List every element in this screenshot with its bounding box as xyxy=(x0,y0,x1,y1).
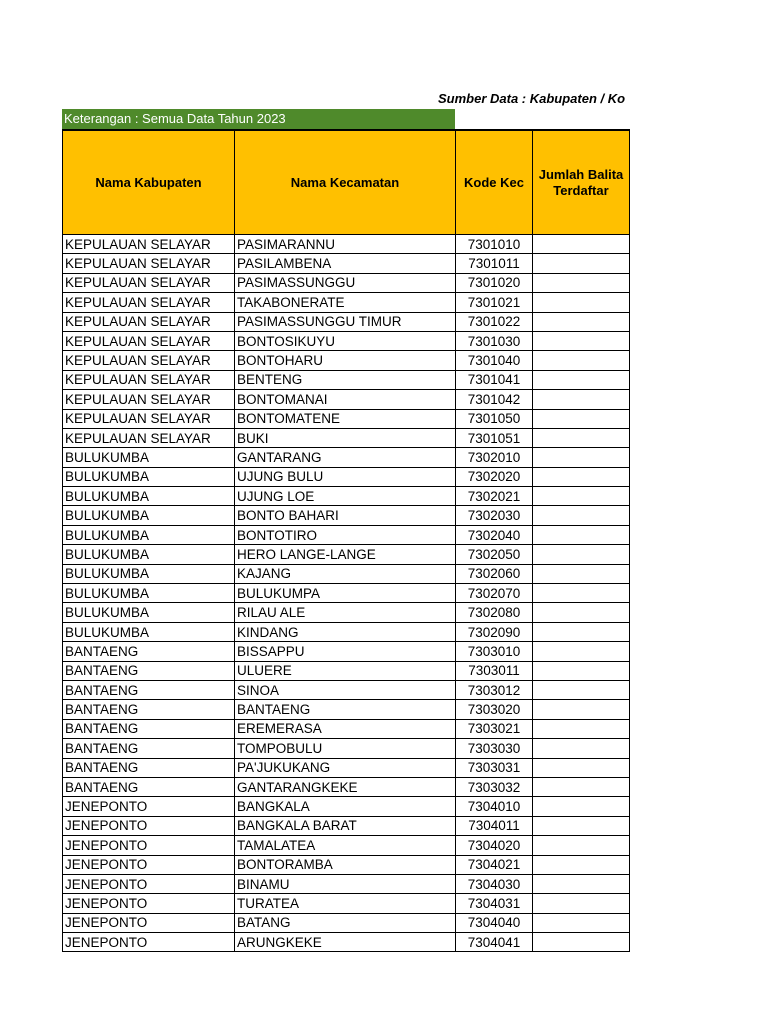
cell-kecamatan[interactable]: TURATEA xyxy=(235,894,456,913)
cell-kecamatan[interactable]: ARUNGKEKE xyxy=(235,933,456,952)
table-row xyxy=(63,661,630,680)
table-row xyxy=(63,370,630,389)
cell-jumlah-balita[interactable] xyxy=(533,506,630,525)
cell-jumlah-balita[interactable] xyxy=(533,390,630,409)
header-nama-kecamatan[interactable]: Nama Kecamatan xyxy=(235,130,456,235)
table-row xyxy=(63,719,630,738)
cell-kode-kec[interactable]: 7302010 xyxy=(456,448,533,467)
cell-kecamatan[interactable]: BONTOMATENE xyxy=(235,409,456,428)
cell-kode-kec[interactable]: 7303010 xyxy=(456,642,533,661)
cell-jumlah-balita[interactable] xyxy=(533,874,630,893)
cell-jumlah-balita[interactable] xyxy=(533,351,630,370)
cell-jumlah-balita[interactable] xyxy=(533,584,630,603)
cell-jumlah-balita[interactable] xyxy=(533,680,630,699)
cell-kode-kec[interactable]: 7304040 xyxy=(456,913,533,932)
cell-kabupaten[interactable]: JENEPONTO xyxy=(63,933,235,952)
cell-kecamatan[interactable]: PASILAMBENA xyxy=(235,254,456,273)
cell-kode-kec[interactable]: 7304030 xyxy=(456,874,533,893)
cell-kabupaten[interactable]: JENEPONTO xyxy=(63,855,235,874)
cell-kode-kec[interactable]: 7304011 xyxy=(456,816,533,835)
table-row xyxy=(63,525,630,544)
cell-kecamatan[interactable]: BANGKALA xyxy=(235,797,456,816)
cell-kabupaten[interactable]: BULUKUMBA xyxy=(63,487,235,506)
cell-jumlah-balita[interactable] xyxy=(533,855,630,874)
cell-kabupaten[interactable]: BULUKUMBA xyxy=(63,564,235,583)
cell-kecamatan[interactable]: BUKI xyxy=(235,428,456,447)
cell-kode-kec[interactable]: 7304010 xyxy=(456,797,533,816)
cell-kabupaten[interactable]: BANTAENG xyxy=(63,739,235,758)
cell-kecamatan[interactable]: UJUNG BULU xyxy=(235,467,456,486)
cell-kecamatan[interactable]: HERO LANGE-LANGE xyxy=(235,545,456,564)
cell-jumlah-balita[interactable] xyxy=(533,816,630,835)
table-row xyxy=(63,680,630,699)
cell-kabupaten[interactable]: KEPULAUAN SELAYAR xyxy=(63,273,235,292)
cell-kode-kec[interactable]: 7301050 xyxy=(456,409,533,428)
table-row xyxy=(63,584,630,603)
header-row xyxy=(63,130,630,235)
table-row xyxy=(63,448,630,467)
cell-kecamatan[interactable]: KAJANG xyxy=(235,564,456,583)
table-row xyxy=(63,777,630,796)
cell-kecamatan[interactable]: PASIMASSUNGGU TIMUR xyxy=(235,312,456,331)
cell-kabupaten[interactable]: BANTAENG xyxy=(63,719,235,738)
cell-kabupaten[interactable]: BULUKUMBA xyxy=(63,545,235,564)
cell-jumlah-balita[interactable] xyxy=(533,836,630,855)
cell-jumlah-balita[interactable] xyxy=(533,467,630,486)
cell-kabupaten[interactable]: JENEPONTO xyxy=(63,894,235,913)
cell-kode-kec[interactable]: 7302080 xyxy=(456,603,533,622)
cell-kabupaten[interactable]: KEPULAUAN SELAYAR xyxy=(63,312,235,331)
cell-jumlah-balita[interactable] xyxy=(533,622,630,641)
cell-kode-kec[interactable]: 7301042 xyxy=(456,390,533,409)
cell-kecamatan[interactable]: GANTARANG xyxy=(235,448,456,467)
cell-kecamatan[interactable]: BULUKUMPA xyxy=(235,584,456,603)
cell-jumlah-balita[interactable] xyxy=(533,777,630,796)
table-row xyxy=(63,331,630,350)
cell-kecamatan[interactable]: ULUERE xyxy=(235,661,456,680)
cell-kabupaten[interactable]: BULUKUMBA xyxy=(63,584,235,603)
cell-kecamatan[interactable]: BONTOTIRO xyxy=(235,525,456,544)
cell-jumlah-balita[interactable] xyxy=(533,525,630,544)
table-row xyxy=(63,758,630,777)
table-row xyxy=(63,913,630,932)
cell-kabupaten[interactable]: BANTAENG xyxy=(63,777,235,796)
cell-jumlah-balita[interactable] xyxy=(533,235,630,254)
cell-kode-kec[interactable]: 7303011 xyxy=(456,661,533,680)
cell-jumlah-balita[interactable] xyxy=(533,913,630,932)
cell-jumlah-balita[interactable] xyxy=(533,273,630,292)
cell-kabupaten[interactable]: KEPULAUAN SELAYAR xyxy=(63,293,235,312)
cell-kecamatan[interactable]: TAKABONERATE xyxy=(235,293,456,312)
table-row xyxy=(63,564,630,583)
cell-jumlah-balita[interactable] xyxy=(533,545,630,564)
cell-kode-kec[interactable]: 7302060 xyxy=(456,564,533,583)
cell-jumlah-balita[interactable] xyxy=(533,661,630,680)
cell-kecamatan[interactable]: GANTARANGKEKE xyxy=(235,777,456,796)
table-row xyxy=(63,855,630,874)
cell-jumlah-balita[interactable] xyxy=(533,254,630,273)
table-row xyxy=(63,603,630,622)
cell-jumlah-balita[interactable] xyxy=(533,719,630,738)
table-row xyxy=(63,545,630,564)
cell-kode-kec[interactable]: 7303030 xyxy=(456,739,533,758)
cell-kecamatan[interactable]: BONTOHARU xyxy=(235,351,456,370)
table-row xyxy=(63,739,630,758)
cell-kabupaten[interactable]: JENEPONTO xyxy=(63,836,235,855)
cell-kecamatan[interactable]: RILAU ALE xyxy=(235,603,456,622)
cell-kabupaten[interactable]: BULUKUMBA xyxy=(63,448,235,467)
cell-kode-kec[interactable]: 7302030 xyxy=(456,506,533,525)
cell-kecamatan[interactable]: BISSAPPU xyxy=(235,642,456,661)
cell-jumlah-balita[interactable] xyxy=(533,448,630,467)
cell-jumlah-balita[interactable] xyxy=(533,370,630,389)
cell-jumlah-balita[interactable] xyxy=(533,642,630,661)
cell-kode-kec[interactable]: 7302021 xyxy=(456,487,533,506)
cell-kode-kec[interactable]: 7301051 xyxy=(456,428,533,447)
cell-kecamatan[interactable]: PASIMARANNU xyxy=(235,235,456,254)
cell-kabupaten[interactable]: BANTAENG xyxy=(63,758,235,777)
table-row xyxy=(63,642,630,661)
table-row xyxy=(63,700,630,719)
cell-kabupaten[interactable]: BULUKUMBA xyxy=(63,467,235,486)
cell-kecamatan[interactable]: PASIMASSUNGGU xyxy=(235,273,456,292)
cell-kabupaten[interactable]: BANTAENG xyxy=(63,680,235,699)
cell-kecamatan[interactable]: BONTO BAHARI xyxy=(235,506,456,525)
cell-jumlah-balita[interactable] xyxy=(533,758,630,777)
cell-kecamatan[interactable]: BONTOMANAI xyxy=(235,390,456,409)
cell-kode-kec[interactable]: 7302090 xyxy=(456,622,533,641)
cell-jumlah-balita[interactable] xyxy=(533,603,630,622)
cell-kecamatan[interactable]: BONTOSIKUYU xyxy=(235,331,456,350)
cell-kabupaten[interactable]: KEPULAUAN SELAYAR xyxy=(63,409,235,428)
header-jumlah-balita[interactable]: Jumlah Balita Terdaftar xyxy=(533,130,630,235)
table-row xyxy=(63,428,630,447)
cell-kabupaten[interactable]: BANTAENG xyxy=(63,642,235,661)
header-kode-kec[interactable]: Kode Kec xyxy=(456,130,533,235)
cell-kode-kec[interactable]: 7301040 xyxy=(456,351,533,370)
cell-kode-kec[interactable]: 7302020 xyxy=(456,467,533,486)
cell-jumlah-balita[interactable] xyxy=(533,564,630,583)
cell-kode-kec[interactable]: 7303021 xyxy=(456,719,533,738)
cell-kecamatan[interactable]: SINOA xyxy=(235,680,456,699)
data-table xyxy=(62,129,630,952)
cell-kecamatan[interactable]: TAMALATEA xyxy=(235,836,456,855)
table-row xyxy=(63,797,630,816)
cell-kode-kec[interactable]: 7304041 xyxy=(456,933,533,952)
cell-kabupaten[interactable]: BANTAENG xyxy=(63,700,235,719)
table-row xyxy=(63,816,630,835)
cell-kecamatan[interactable]: BONTORAMBA xyxy=(235,855,456,874)
cell-kabupaten[interactable]: KEPULAUAN SELAYAR xyxy=(63,370,235,389)
table-row xyxy=(63,487,630,506)
cell-jumlah-balita[interactable] xyxy=(533,409,630,428)
cell-jumlah-balita[interactable] xyxy=(533,739,630,758)
table-row xyxy=(63,467,630,486)
cell-kabupaten[interactable]: JENEPONTO xyxy=(63,913,235,932)
cell-jumlah-balita[interactable] xyxy=(533,933,630,952)
cell-jumlah-balita[interactable] xyxy=(533,312,630,331)
data-source-label: Sumber Data : Kabupaten / Ko xyxy=(438,91,626,106)
cell-kecamatan[interactable]: EREMERASA xyxy=(235,719,456,738)
table-row xyxy=(63,390,630,409)
cell-kode-kec[interactable]: 7304021 xyxy=(456,855,533,874)
cell-kabupaten[interactable]: JENEPONTO xyxy=(63,874,235,893)
table-row xyxy=(63,254,630,273)
cell-kecamatan[interactable]: UJUNG LOE xyxy=(235,487,456,506)
cell-kabupaten[interactable]: KEPULAUAN SELAYAR xyxy=(63,428,235,447)
table-row xyxy=(63,836,630,855)
cell-kecamatan[interactable]: KINDANG xyxy=(235,622,456,641)
cell-kabupaten[interactable]: BANTAENG xyxy=(63,661,235,680)
table-row xyxy=(63,235,630,254)
table-row xyxy=(63,894,630,913)
cell-kecamatan[interactable]: BANTAENG xyxy=(235,700,456,719)
table-row xyxy=(63,622,630,641)
cell-kode-kec[interactable]: 7301010 xyxy=(456,235,533,254)
cell-kabupaten[interactable]: BULUKUMBA xyxy=(63,506,235,525)
cell-kode-kec[interactable]: 7301021 xyxy=(456,293,533,312)
cell-kode-kec[interactable]: 7303020 xyxy=(456,700,533,719)
cell-kabupaten[interactable]: KEPULAUAN SELAYAR xyxy=(63,235,235,254)
cell-kode-kec[interactable]: 7304031 xyxy=(456,894,533,913)
cell-jumlah-balita[interactable] xyxy=(533,331,630,350)
cell-kode-kec[interactable]: 7301041 xyxy=(456,370,533,389)
table-row xyxy=(63,312,630,331)
cell-kecamatan[interactable]: TOMPOBULU xyxy=(235,739,456,758)
table-row xyxy=(63,933,630,952)
cell-kode-kec[interactable]: 7303031 xyxy=(456,758,533,777)
cell-kabupaten[interactable]: KEPULAUAN SELAYAR xyxy=(63,351,235,370)
cell-kabupaten[interactable]: KEPULAUAN SELAYAR xyxy=(63,390,235,409)
table-row xyxy=(63,293,630,312)
cell-jumlah-balita[interactable] xyxy=(533,700,630,719)
cell-kode-kec[interactable]: 7301030 xyxy=(456,331,533,350)
cell-kabupaten[interactable]: JENEPONTO xyxy=(63,816,235,835)
table-row xyxy=(63,409,630,428)
cell-jumlah-balita[interactable] xyxy=(533,797,630,816)
cell-jumlah-balita[interactable] xyxy=(533,293,630,312)
table-row xyxy=(63,506,630,525)
cell-kode-kec[interactable]: 7303012 xyxy=(456,680,533,699)
cell-kode-kec[interactable]: 7303032 xyxy=(456,777,533,796)
remarks-bar: Keterangan : Semua Data Tahun 2023 xyxy=(62,109,455,129)
cell-kabupaten[interactable]: KEPULAUAN SELAYAR xyxy=(63,331,235,350)
cell-kode-kec[interactable]: 7301022 xyxy=(456,312,533,331)
cell-kode-kec[interactable]: 7302040 xyxy=(456,525,533,544)
cell-jumlah-balita[interactable] xyxy=(533,428,630,447)
cell-kode-kec[interactable]: 7302050 xyxy=(456,545,533,564)
table-row xyxy=(63,351,630,370)
cell-kode-kec[interactable]: 7304020 xyxy=(456,836,533,855)
cell-jumlah-balita[interactable] xyxy=(533,894,630,913)
cell-kabupaten[interactable]: BULUKUMBA xyxy=(63,603,235,622)
cell-kabupaten[interactable]: BULUKUMBA xyxy=(63,525,235,544)
cell-kecamatan[interactable]: PA'JUKUKANG xyxy=(235,758,456,777)
cell-kabupaten[interactable]: KEPULAUAN SELAYAR xyxy=(63,254,235,273)
cell-jumlah-balita[interactable] xyxy=(533,487,630,506)
cell-kode-kec[interactable]: 7301011 xyxy=(456,254,533,273)
cell-kecamatan[interactable]: BINAMU xyxy=(235,874,456,893)
cell-kode-kec[interactable]: 7302070 xyxy=(456,584,533,603)
cell-kode-kec[interactable]: 7301020 xyxy=(456,273,533,292)
cell-kabupaten[interactable]: BULUKUMBA xyxy=(63,622,235,641)
cell-kecamatan[interactable]: BATANG xyxy=(235,913,456,932)
table-row xyxy=(63,273,630,292)
cell-kecamatan[interactable]: BANGKALA BARAT xyxy=(235,816,456,835)
cell-kecamatan[interactable]: BENTENG xyxy=(235,370,456,389)
table-body xyxy=(63,235,630,952)
header-nama-kabupaten[interactable]: Nama Kabupaten xyxy=(63,130,235,235)
cell-kabupaten[interactable]: JENEPONTO xyxy=(63,797,235,816)
table-row xyxy=(63,874,630,893)
